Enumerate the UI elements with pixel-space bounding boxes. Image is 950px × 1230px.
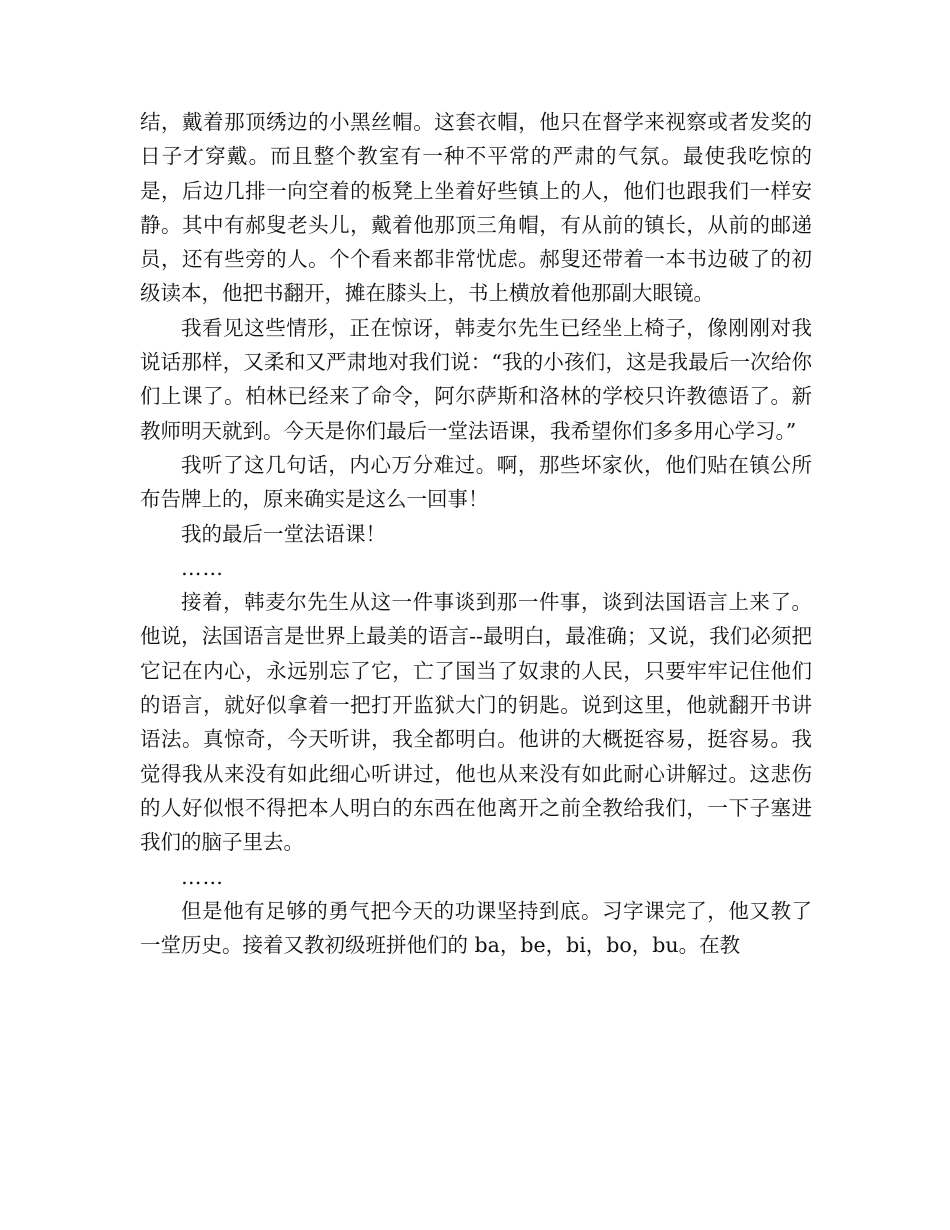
paragraph-reaction: 我听了这几句话，内心万分难过。啊，那些坏家伙，他们贴在镇公所布告牌上的，原来确实是这么一回事！ [140,452,812,512]
paragraph-continued: 结，戴着那顶绣边的小黑丝帽。这套衣帽，他只在督学来视察或者发奖的日子才穿戴。而且整个教室有一种不平常的严肃的气氛。最使我吃惊的是，后边几排一向空着的板凳上坐着好些镇上的人，他们也跟我们一样安静。其中有郝叟老头儿，戴着他那顶三角帽，有从前的镇长，从前的邮递员，还有些旁的人。个个看来都非常忧虑。郝叟还带着一本书边破了的初级读本，他把书翻开，摊在膝头上，书上横放着他那副大眼镜。 [140,110,812,306]
ellipsis-separator-2: …… [181,864,224,889]
paragraph-last-lesson: 我的最后一堂法语课！ [181,521,386,546]
ellipsis-separator-1: …… [181,555,224,580]
paragraph-french-language: 接着，韩麦尔先生从这一件事谈到那一件事，谈到法国语言上来了。他说，法国语言是世界上最美的语言--最明白，最准确；又说，我们必须把它记在内心，永远别忘了它，亡了国当了奴隶的人民，只要牢牢记住他们的语言，就好似拿着一把打开监狱大门的钥匙。说到这里，他就翻开书讲语法。真惊奇，今天听讲，我全都明白。他讲的大概挺容易，挺容易。我觉得我从来没有如此细心听讲过，他也从来没有如此耐心讲解过。这悲伤的人好似恨不得把本人明白的东西在他离开之前全教给我们，一下子塞进我们的脑子里去。 [140,590,812,855]
paragraph-courage: 但是他有足够的勇气把今天的功课坚持到底。习字课完了，他又教了一堂历史。接着又教初级班拼他们的 ba，be，bi，bo，bu。在教 [140,898,812,958]
paragraph-teacher-speech: 我看见这些情形，正在惊讶，韩麦尔先生已经坐上椅子，像刚刚对我说话那样，又柔和又严肃地对我们说：“我的小孩们，这是我最后一次给你们上课了。柏林已经来了命令，阿尔萨斯和洛林的学校只许教德语了。新教师明天就到。今天是你们最后一堂法语课，我希望你们多多用心学习。” [140,315,812,443]
document-page [140,105,812,962]
